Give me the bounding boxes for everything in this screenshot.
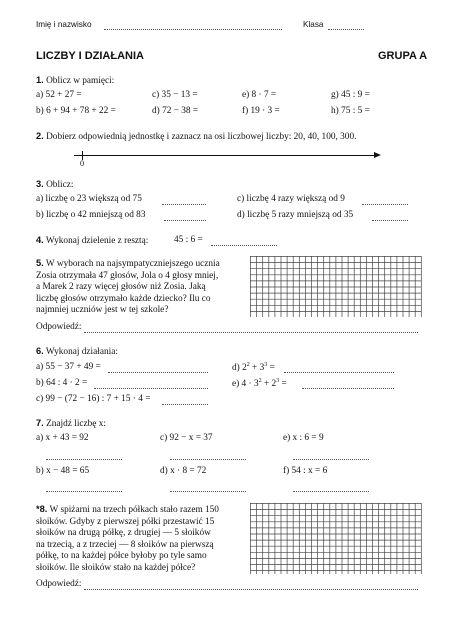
task-8-line: słoików. Gdyby z pierwszej półki przestawić 15 [36, 516, 215, 527]
task-number: 6. [36, 346, 44, 356]
exp-part: = [279, 379, 287, 390]
task-1-item-b: b) 6 + 94 + 78 + 22 = [36, 106, 116, 116]
number-line [74, 155, 376, 156]
task-number: 3. [36, 179, 44, 189]
task-7-heading [36, 418, 106, 430]
task-3-instruction: Oblicz: [46, 180, 74, 190]
task-5-answer-label: Odpowiedź: [36, 322, 82, 332]
task-3-item-c: c) liczbę 4 razy większą od 9 [237, 194, 345, 204]
exp-part: d) 2 [232, 363, 247, 374]
number-line-zero-label: 0 [80, 159, 85, 168]
task-6-heading [36, 346, 118, 358]
exp-part: 3 [276, 378, 280, 384]
task-4-heading [36, 235, 148, 247]
task-5-answer-field[interactable] [84, 332, 418, 333]
task-7-item-d: d) x · 8 = 72 [160, 466, 207, 476]
task-5-line: najmniej uczniów jest w tej szkole? [36, 305, 169, 316]
task-number: *8. [36, 504, 48, 514]
exp-part: 2 [258, 378, 262, 384]
task-7-answer-f[interactable] [293, 491, 369, 492]
task-1-item-f: f) 19 · 3 = [242, 106, 280, 116]
task-4-instruction: Wykonaj dzielenie z resztą: [45, 236, 149, 246]
task-7-answer-d[interactable] [170, 491, 246, 492]
task-7-answer-a[interactable] [46, 459, 122, 460]
task-1-item-h: h) 75 : 5 = [331, 106, 370, 116]
task-6-item-c: c) 99 − (72 − 16) : 7 + 15 · 4 = [36, 394, 151, 404]
task-3-answer-c[interactable] [362, 204, 408, 205]
task-5-line: W wyborach na najsympatyczniejszego ucznia [45, 259, 220, 269]
task-1-item-e: e) 8 · 7 = [242, 90, 277, 100]
exp-part: = [267, 363, 275, 374]
task-8-line: W spiżarni na trzech półkach stało razem 150 [49, 505, 219, 515]
task-8-grid[interactable] [250, 503, 422, 575]
task-6-item-d [232, 360, 275, 374]
task-7-answer-c[interactable] [170, 459, 246, 460]
task-8-line: słoików na drugą półkę, z drugiej — 5 słoików [36, 528, 211, 539]
task-1-item-g: g) 45 : 9 = [331, 90, 370, 100]
task-6-answer-b[interactable] [94, 388, 208, 389]
task-3-heading [36, 179, 73, 191]
task-number: 7. [36, 418, 44, 428]
task-4-answer[interactable] [211, 245, 277, 246]
task-1-item-a: a) 52 + 27 = [36, 90, 82, 100]
number-line-arrowhead [374, 152, 381, 158]
class-field[interactable] [328, 29, 364, 30]
task-6-item-b: b) 64 : 4 · 2 = [36, 378, 88, 388]
exp-part: e) 4 · 3 [232, 379, 259, 390]
task-7-answer-b[interactable] [46, 491, 122, 492]
task-3-answer-d[interactable] [372, 220, 408, 221]
task-7-item-a: a) x + 43 = 92 [36, 433, 89, 443]
task-2-heading [36, 131, 356, 143]
task-3-item-a: a) liczbę o 23 większą od 75 [36, 194, 142, 204]
task-8-answer-field[interactable] [84, 589, 418, 590]
task-5-line: a Marek 2 razy więcej głosów niż Zosia. Jaką [36, 282, 206, 293]
task-number: 5. [36, 258, 44, 268]
group-label: GRUPA A [378, 50, 428, 62]
task-8-answer-label: Odpowiedź: [36, 579, 82, 589]
task-6-item-e [232, 376, 287, 390]
task-7-instruction: Znajdź liczbę x: [46, 419, 106, 429]
task-7-item-f: f) 54 : x = 6 [283, 466, 328, 476]
task-8-line: na trzecią, a z trzeciej — 8 słoików na pierwszą [36, 539, 214, 550]
task-6-answer-d[interactable] [284, 372, 394, 373]
task-8-line: słoików. Ile słoików stało na każdej półce? [36, 562, 196, 573]
task-3-item-b: b) liczbę o 42 mniejszą od 83 [36, 210, 146, 220]
task-8-text [36, 504, 242, 575]
task-5-text [36, 258, 242, 317]
task-3-answer-b[interactable] [164, 220, 206, 221]
name-field[interactable] [104, 29, 282, 30]
task-1-item-d: d) 72 − 38 = [152, 106, 199, 116]
task-2-instruction: Dobierz odpowiednią jednostkę i zaznacz na osi liczbowej liczby: 20, 40, 100, 300. [46, 132, 357, 142]
task-3-answer-a[interactable] [162, 204, 206, 205]
task-5-grid[interactable] [250, 256, 422, 318]
task-number: 4. [36, 235, 44, 245]
task-3-item-d: d) liczbę 5 razy mniejszą od 35 [237, 210, 354, 220]
task-6-answer-c[interactable] [162, 404, 208, 405]
task-8-line: półkę, to na każdej półce byłoby po tyle samo [36, 551, 207, 562]
class-label: Klasa [303, 20, 324, 29]
task-7-answer-e[interactable] [293, 459, 369, 460]
task-4-expression: 45 : 6 = [174, 235, 203, 245]
task-6-item-a: a) 55 − 37 + 49 = [36, 362, 101, 372]
exp-part: + 2 [261, 379, 277, 390]
task-6-answer-e[interactable] [302, 388, 394, 389]
task-5-line: Zosia otrzymała 47 głosów, Jola o 4 głosy mniej, [36, 270, 219, 281]
name-label: Imię i nazwisko [36, 20, 92, 29]
task-1-instruction: Oblicz w pamięci: [46, 76, 115, 86]
exp-part: + 3 [249, 363, 265, 374]
task-1-item-c: c) 35 − 13 = [152, 90, 198, 100]
page-title: LICZBY I DZIAŁANIA [36, 50, 144, 62]
task-number: 2. [36, 131, 44, 141]
task-1-heading [36, 75, 114, 87]
task-6-answer-a[interactable] [108, 372, 208, 373]
task-7-item-e: e) x : 6 = 9 [283, 433, 324, 443]
task-6-instruction: Wykonaj działania: [45, 347, 118, 357]
task-7-item-b: b) x − 48 = 65 [36, 466, 90, 476]
exp-part: 3 [264, 362, 268, 368]
task-5-line: liczbę głosów otrzymało każde dziecko? Ilu co [36, 293, 211, 304]
task-7-item-c: c) 92 − x = 37 [160, 433, 213, 443]
exp-part: 2 [246, 362, 250, 368]
task-number: 1. [36, 75, 44, 85]
